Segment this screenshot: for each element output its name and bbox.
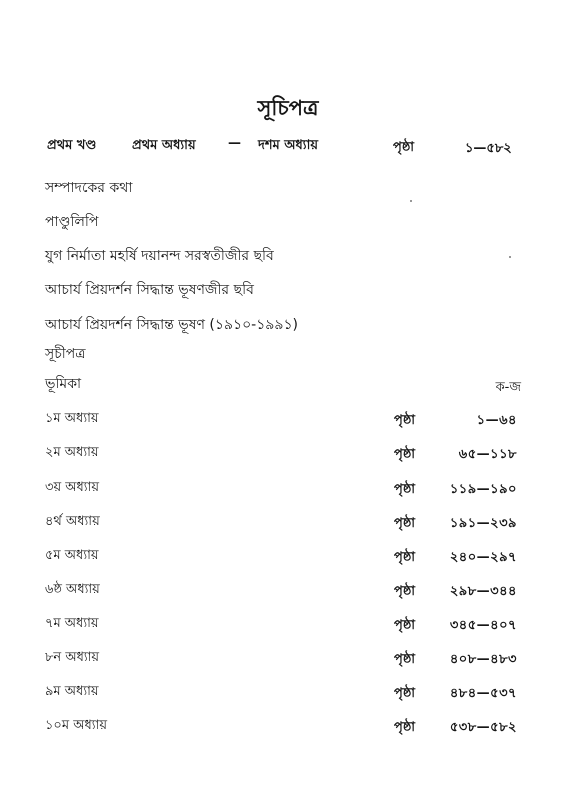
chapter-label: ৩য় অধ্যায় [45, 480, 99, 495]
part-span-to: দশম অধ্যায় [258, 138, 319, 153]
chapter-label: ৬ষ্ঠ অধ্যায় [45, 582, 100, 597]
part-page-range: ১—৫৮২ [465, 141, 512, 156]
chapter-label: ২ম অধ্যায় [45, 445, 99, 460]
paper-speck [410, 200, 412, 202]
intro-page-range: ক-জ [495, 380, 521, 395]
chapter-page-range: ১৯১—২৩৯ [449, 516, 517, 531]
chapter-label: ৭ম অধ্যায় [45, 616, 99, 631]
chapter-page-range: ৫৩৮—৫৮২ [449, 720, 517, 735]
front-matter-item: পাণ্ডুলিপি [45, 214, 99, 230]
front-matter-item: আচার্য প্রিয়দর্শন সিদ্ধান্ত ভূষণ (১৯১০-১৯৯১) [45, 317, 299, 333]
part-page-label: পৃষ্ঠা [393, 140, 415, 155]
front-matter-item: ভূমিকা [45, 376, 82, 392]
chapter-label: ৫ম অধ্যায় [45, 548, 99, 563]
chapter-page-label: পৃষ্ঠা [394, 447, 416, 462]
chapter-row [45, 512, 517, 534]
chapter-label: ৯ম অধ্যায় [45, 684, 99, 699]
chapter-row [45, 648, 517, 670]
chapter-page-range: ১১৯—১৯০ [449, 482, 517, 497]
chapter-label: ৪র্থ অধ্যায় [45, 514, 100, 529]
paper-speck [509, 256, 511, 258]
chapter-row [45, 443, 517, 465]
part-label: প্রথম খণ্ড [47, 138, 97, 153]
chapter-row [45, 614, 517, 636]
chapter-row [45, 409, 517, 431]
chapter-row [45, 716, 517, 738]
chapter-label: ১০ম অধ্যায় [45, 718, 107, 733]
chapter-row [45, 682, 517, 704]
chapter-page-range: ৪৮৪—৫৩৭ [449, 686, 517, 701]
chapter-page-range: ২৪০—২৯৭ [449, 550, 517, 565]
chapter-page-label: পৃষ্ঠা [394, 652, 416, 667]
chapter-page-label: পৃষ্ঠা [394, 584, 416, 599]
chapter-row [45, 478, 517, 500]
front-matter-item: সূচীপত্র [45, 346, 86, 362]
chapter-page-label: পৃষ্ঠা [394, 618, 416, 633]
chapter-row [45, 546, 517, 568]
front-matter-item: যুগ নির্মাতা মহর্ষি দয়ানন্দ সরস্বতীজীর ছবি [45, 248, 274, 264]
chapter-page-label: পৃষ্ঠা [394, 686, 416, 701]
part-span-from: প্রথম অধ্যায় [132, 138, 196, 153]
chapter-page-range: ৬৫—১১৮ [458, 447, 517, 462]
front-matter-item: আচার্য প্রিয়দর্শন সিদ্ধান্ত ভূষণজীর ছবি [45, 282, 254, 298]
chapter-page-label: পৃষ্ঠা [394, 550, 416, 565]
chapter-label: ১ম অধ্যায় [45, 411, 99, 426]
chapter-page-range: ২৯৮—৩৪৪ [449, 584, 517, 599]
chapter-page-label: পৃষ্ঠা [394, 413, 416, 428]
chapter-page-range: ১—৬৪ [476, 413, 517, 428]
chapter-page-range: ৪০৮—৪৮৩ [449, 652, 517, 667]
front-matter-item: সম্পাদকের কথা [45, 180, 133, 196]
chapter-page-label: পৃষ্ঠা [394, 720, 416, 735]
chapter-row [45, 580, 517, 602]
chapter-page-label: পৃষ্ঠা [394, 482, 416, 497]
part-span-dash: — [228, 136, 241, 151]
chapter-label: ৮ন অধ্যায় [45, 650, 100, 665]
chapter-page-label: পৃষ্ঠা [394, 516, 416, 531]
page-title: সূচিপত্র [257, 95, 319, 120]
chapter-page-range: ৩৪৫—৪০৭ [449, 618, 517, 633]
